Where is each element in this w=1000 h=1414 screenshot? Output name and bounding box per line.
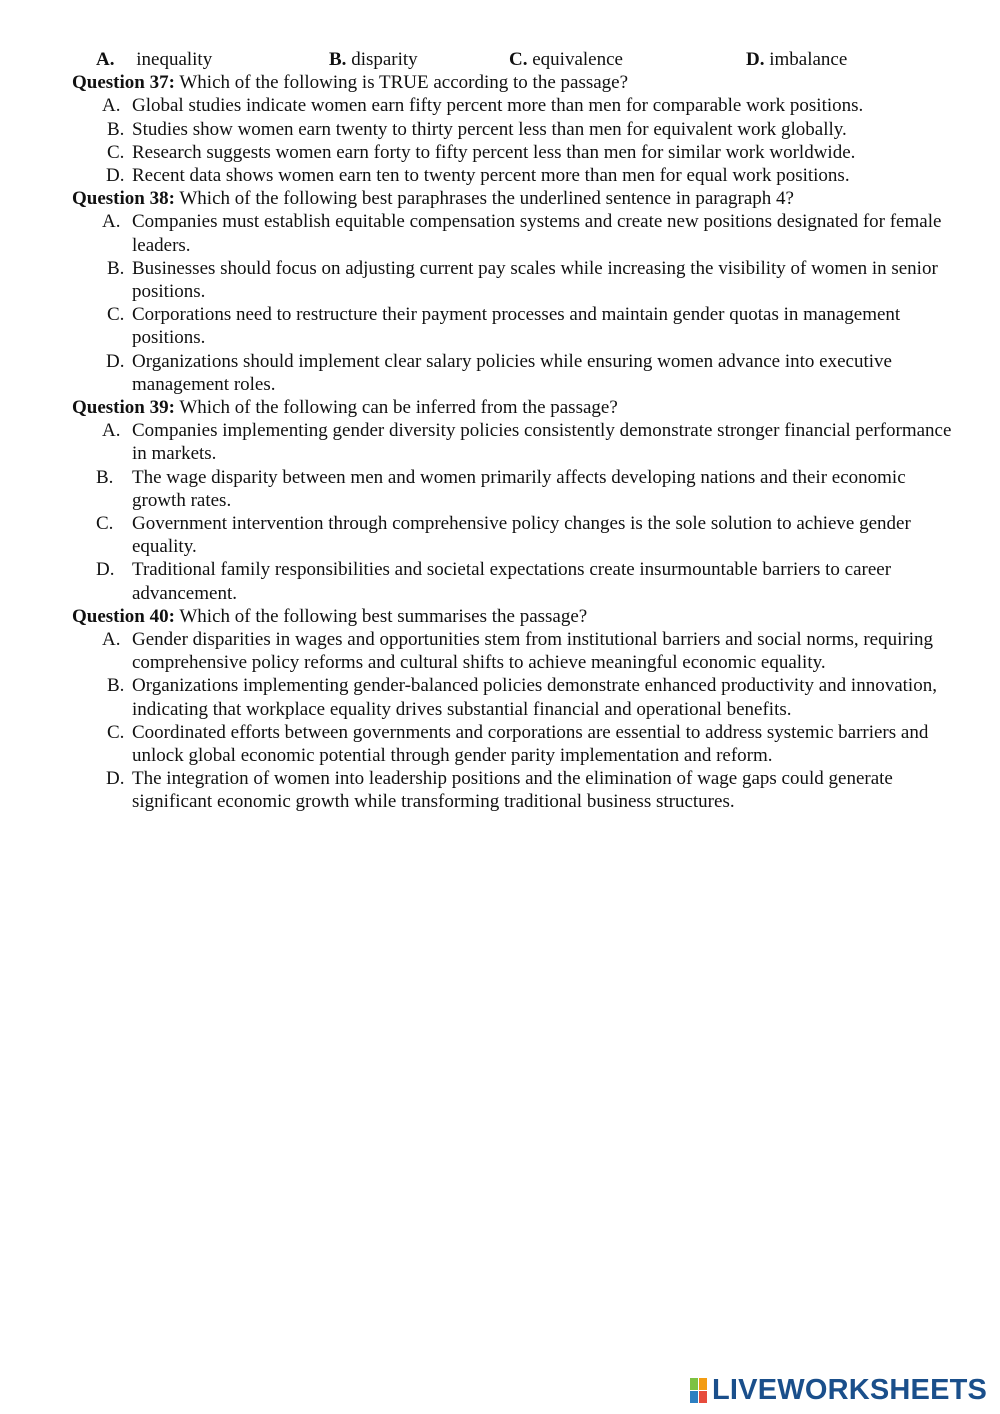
question-text: Which of the following can be inferred from the passage? <box>179 397 618 419</box>
q40-option-b[interactable]: B. Organizations implementing gender-balanced policies demonstrate enhanced productivity and innovation, indicating that workplace equality drives substantial financial and operational benefits. <box>107 675 937 720</box>
question-text: Which of the following best paraphrases the underlined sentence in paragraph 4? <box>179 188 794 210</box>
liveworksheets-brand: LIVEWORKSHEETS <box>712 1374 988 1407</box>
question-label: Question 40: <box>72 605 175 627</box>
q40-option-c[interactable]: C. Coordinated efforts between governments and corporations are essential to address systemic barriers and unlock global economic potential through gender parity implementation and reform. <box>107 721 929 767</box>
q38-option-a[interactable]: A. Companies must establish equitable compensation systems and create new positions designated for female leaders. <box>102 211 942 256</box>
question-text: Which of the following is TRUE according to the passage? <box>179 72 629 94</box>
q37-option-c[interactable]: C. Research suggests women earn forty to fifty percent less than men for similar work worldwide. <box>107 141 856 163</box>
q36-option-a[interactable]: A. inequality <box>96 49 213 70</box>
q39-option-b[interactable]: B. The wage disparity between men and women primarily affects developing nations and their economic growth rates. <box>96 466 906 511</box>
question-label: Question 37: <box>72 72 175 94</box>
q38-option-d[interactable]: D. Organizations should implement clear salary policies while ensuring women advance into executive management roles. <box>106 350 892 395</box>
question-39 <box>72 396 1000 419</box>
question-36-options <box>0 48 1000 71</box>
question-label: Question 38: <box>72 188 175 210</box>
q37-option-b[interactable]: B. Studies show women earn twenty to thirty percent less than men for equivalent work globally. <box>107 118 847 140</box>
q36-option-b[interactable]: B. disparity <box>329 49 418 70</box>
question-text: Which of the following best summarises the passage? <box>179 605 588 627</box>
q39-option-a[interactable]: A. Companies implementing gender diversity policies consistently demonstrate stronger financial performance in markets. <box>102 420 952 465</box>
q39-option-d[interactable]: D. Traditional family responsibilities and societal expectations create insurmountable barriers to career advancement. <box>96 559 892 604</box>
q37-option-a[interactable]: A. Global studies indicate women earn fifty percent more than men for comparable work positions. <box>102 95 864 117</box>
q36-option-d[interactable]: D. imbalance <box>746 49 848 70</box>
liveworksheets-logo-icon <box>690 1378 708 1404</box>
liveworksheets-footer[interactable] <box>690 1374 987 1408</box>
q40-option-d[interactable]: D. The integration of women into leadership positions and the elimination of wage gaps could generate significant economic growth while transforming traditional business structures. <box>106 768 893 813</box>
question-38 <box>72 187 1000 210</box>
q40-option-a[interactable]: A. Gender disparities in wages and opportunities stem from institutional barriers and social norms, requiring comprehensive policy reforms and cultural shifts to achieve meaningful economic equality. <box>102 629 933 674</box>
q37-option-d[interactable]: D. Recent data shows women earn ten to twenty percent more than men for equal work positions. <box>106 165 850 186</box>
question-label: Question 39: <box>72 397 175 419</box>
q38-option-b[interactable]: B. Businesses should focus on adjusting current pay scales while increasing the visibility of women in senior positions. <box>107 257 938 303</box>
worksheet-page <box>0 48 1000 814</box>
question-37 <box>72 71 1000 94</box>
q38-option-c[interactable]: C. Corporations need to restructure their payment processes and maintain gender quotas in management positions. <box>107 304 901 349</box>
question-40 <box>72 605 1000 628</box>
q36-option-c[interactable]: C. equivalence <box>509 49 623 70</box>
q39-option-c[interactable]: C. Government intervention through comprehensive policy changes is the sole solution to achieve gender equality. <box>96 513 911 558</box>
